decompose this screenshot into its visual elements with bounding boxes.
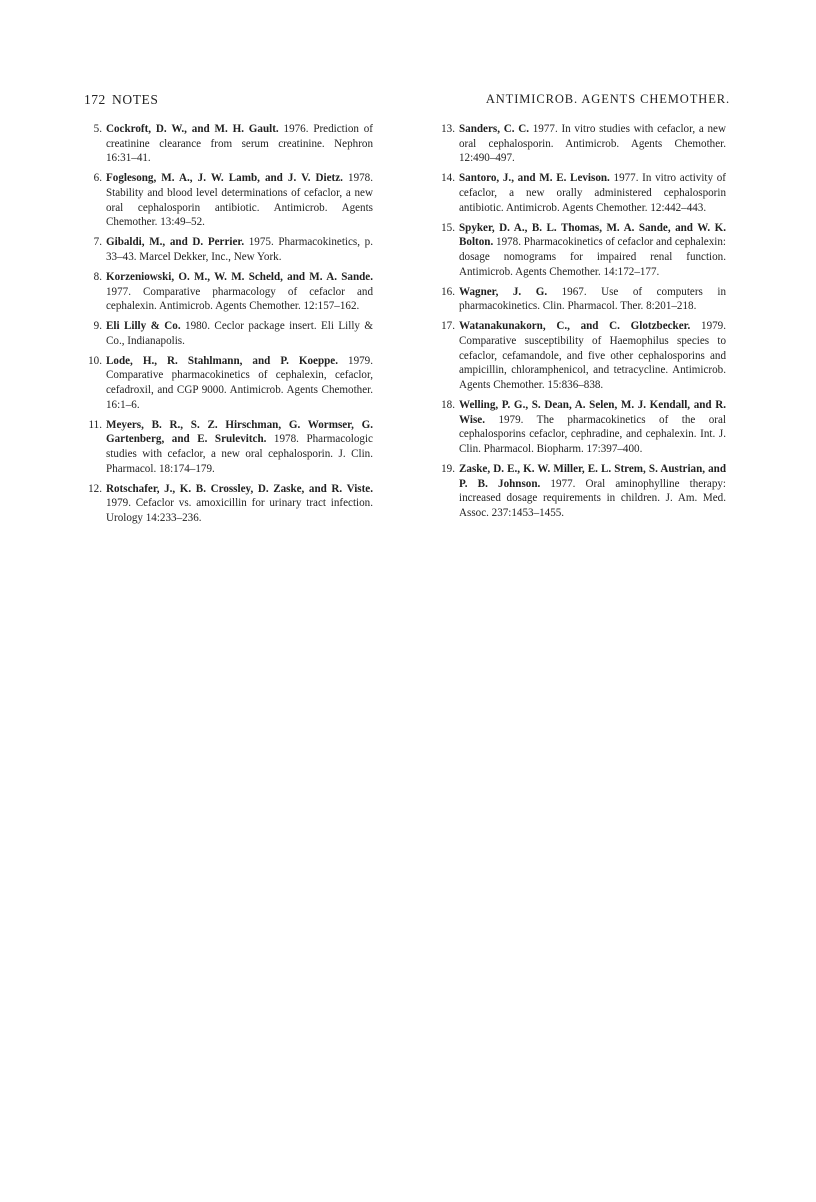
reference-number: 13. [441,123,455,135]
reference-authors: Eli Lilly & Co. [106,320,181,333]
reference-authors: Welling, P. G., S. Dean, A. Selen, M. J. Kendall, and R. Wise. [459,398,726,426]
reference-text: 1978. Pharmacologic studies with cefaclor, a new oral cephalosporin. J. Clin. Pharmacol. 18:174–179. [106,433,373,475]
reference-text: 1979. Cefaclor vs. amoxicillin for urinary tract infection. Urology 14:233–236. [106,497,373,525]
reference-item [87,235,373,264]
reference-text: 1977. In vitro activity of cefaclor, a new orally administered cephalosporin antibiotic. Antimicrob. Agents Chemother. 12:442–443. [459,172,726,214]
reference-text: 1979. Comparative susceptibility of Haemophilus species to cefaclor, cefamandole, and five other cephalosporins and ampicillin, chloramphenicol, and tetracycline. Antimicrob. Agents Chemother. 15:836–838. [459,320,727,391]
reference-item [87,122,373,166]
reference-authors: Zaske, D. E., K. W. Miller, E. L. Strem, S. Austrian, and P. B. Johnson. [459,462,726,490]
reference-text: 1978. Stability and blood level determinations of cefaclor, a new oral cephalosporin antibiotic. Antimicrob. Agents Chemother. 13:49–52. [106,172,373,229]
reference-number: 10. [88,354,102,367]
reference-item [440,398,726,457]
reference-authors: Watanakunakorn, C., and C. Glotzbecker. [459,320,691,333]
reference-number: 14. [441,172,455,185]
reference-number: 18. [441,398,455,411]
reference-number: 12. [88,482,102,495]
reference-number: 9. [93,320,102,333]
reference-item [87,171,373,230]
reference-authors: Meyers, B. R., S. Z. Hirschman, G. Wormser, G. Gartenberg, and E. Srulevitch. [106,418,373,446]
reference-item [440,221,726,280]
reference-number: 11. [88,418,102,431]
references-right-column [440,122,726,526]
reference-item [87,482,373,526]
reference-item [440,462,726,521]
reference-number: 16. [441,285,455,298]
reference-text: 1979. Comparative pharmacokinetics of cephalexin, cefaclor, cefadroxil, and CGP 9000. Antimicrob. Agents Chemother. 16:1–6. [106,354,373,411]
reference-authors: Korzeniowski, O. M., W. M. Scheld, and M. A. Sande. [106,270,373,283]
reference-text: 1977. Comparative pharmacology of cefaclor and cephalexin. Antimicrob. Agents Chemother. 12:157–162. [106,285,373,313]
section-label: NOTES [112,92,159,107]
running-head-journal: ANTIMICROB. AGENTS CHEMOTHER. [485,92,730,106]
reference-text: 1978. Pharmacokinetics of cefaclor and cephalexin: dosage nomograms for impaired renal function. Antimicrob. Agents Chemother. 14:172–177. [459,236,726,278]
reference-number: 15. [441,221,455,234]
reference-number: 19. [441,462,455,475]
reference-text: 1975. Pharmacokinetics, p. 33–43. Marcel Dekker, Inc., New York. [106,236,373,263]
page-number: 172 [84,92,106,107]
reference-authors: Cockroft, D. W., and M. H. Gault. [106,123,279,135]
reference-text: 1977. Oral aminophylline therapy: increased dosage requirements in children. J. Am. Med. Assoc. 237:1453–1455. [459,477,726,519]
reference-authors: Sanders, C. C. [459,123,530,135]
reference-item [440,171,726,215]
reference-text: 1967. Use of computers in pharmacokinetics. Clin. Pharmacol. Ther. 8:201–218. [459,285,726,313]
reference-authors: Santoro, J., and M. E. Levison. [459,172,610,185]
reference-number: 8. [93,270,102,283]
reference-text: 1976. Prediction of creatinine clearance from serum creatinine. Nephron 16:31–41. [106,123,373,165]
reference-authors: Lode, H., R. Stahlmann, and P. Koeppe. [106,354,339,367]
reference-item [440,285,726,314]
reference-number: 5. [93,123,102,135]
references-left-column [87,122,373,531]
reference-number: 7. [93,236,102,249]
reference-authors: Spyker, D. A., B. L. Thomas, M. A. Sande, and W. K. Bolton. [459,221,726,249]
reference-authors: Rotschafer, J., K. B. Crossley, D. Zaske, and R. Viste. [106,482,373,495]
reference-number: 17. [441,320,455,333]
reference-text: 1980. Ceclor package insert. Eli Lilly & Co., Indianapolis. [106,320,374,347]
reference-item [440,319,726,393]
reference-item [440,122,726,166]
reference-text: 1979. The pharmacokinetics of the oral cephalosporins cefaclor, cephradine, and cephalexin. Int. J. Clin. Pharmacol. Biopharm. 17:397–400. [459,413,726,455]
reference-authors: Foglesong, M. A., J. W. Lamb, and J. V. Dietz. [106,172,343,185]
reference-item [87,418,373,477]
reference-item [87,319,373,348]
reference-text: 1977. In vitro studies with cefaclor, a new oral cephalosporin. Antimicrob. Agents Chemother. 12:490–497. [459,123,726,165]
reference-item [87,354,373,413]
reference-item [87,270,373,314]
reference-authors: Wagner, J. G. [459,285,548,298]
reference-authors: Gibaldi, M., and D. Perrier. [106,236,245,249]
reference-number: 6. [93,172,102,185]
